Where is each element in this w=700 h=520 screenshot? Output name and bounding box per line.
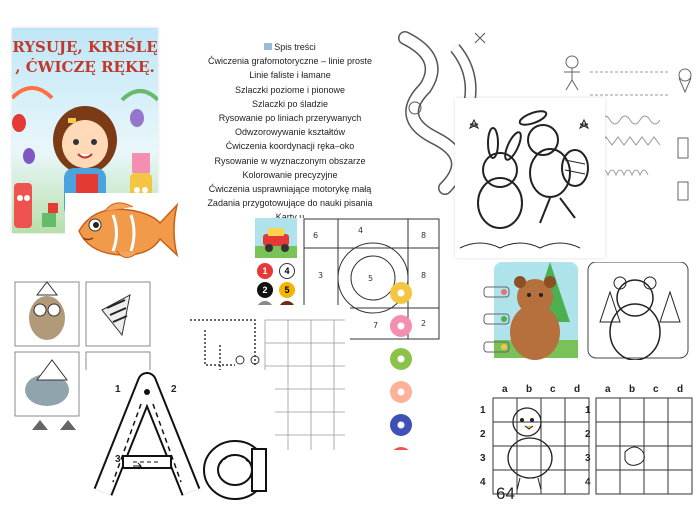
- toc-item: Zadania przygotowujące do nauki pisania: [207, 198, 373, 209]
- grid-row-label: 2: [585, 429, 591, 440]
- grid-row-label: 3: [585, 453, 591, 464]
- svg-text:3: 3: [318, 271, 324, 280]
- grid-column-label: a: [502, 384, 508, 395]
- toc-item: Ćwiczenia grafomotoryczne – linie proste: [207, 56, 373, 67]
- letter-a-tracing: [85, 370, 275, 500]
- toc-item: Kolorowanie precyzyjne: [242, 169, 338, 180]
- grid-row-label: 1: [480, 405, 486, 416]
- stroke-number: 3: [115, 454, 121, 465]
- grid-column-label: a: [605, 384, 611, 395]
- grid-column-label: b: [526, 384, 533, 395]
- fish-card: [65, 193, 180, 268]
- bunny-illustration: [455, 98, 605, 258]
- grid-column-label: c: [653, 384, 659, 395]
- cover-title-line2: , ĆWICZĘ RĘKĘ.: [15, 58, 155, 76]
- grid-row-label: 3: [480, 453, 486, 464]
- stroke-number: 1: [115, 384, 121, 395]
- grid-row-label: 4: [480, 477, 486, 488]
- fish-illustration: [65, 193, 180, 268]
- svg-text:7: 7: [373, 321, 379, 330]
- svg-text:8: 8: [421, 231, 427, 240]
- toc-item: Linie faliste i łamane: [249, 70, 331, 81]
- color-swatch: 2: [257, 282, 273, 298]
- bunnies-coloring-page: [455, 98, 605, 258]
- svg-text:4: 4: [358, 226, 364, 235]
- cover-title-line1: RYSUJĘ, KREŚLĘ: [12, 38, 158, 56]
- grid-row-label: 1: [585, 405, 591, 416]
- car-picture: [255, 218, 297, 258]
- toc-title: Spis treści: [205, 40, 375, 54]
- color-swatch: 5: [279, 282, 295, 298]
- toc-item: Ćwiczenia usprawniające motorykę małą: [208, 183, 372, 194]
- stroke-number: 2: [171, 384, 177, 395]
- grid-column-label: d: [574, 384, 581, 395]
- svg-text:2: 2: [421, 319, 427, 328]
- grid-column-label: b: [629, 384, 636, 395]
- grid-column-label: d: [677, 384, 684, 395]
- donut-column: [385, 275, 425, 450]
- svg-text:6: 6: [313, 231, 319, 240]
- toc-item: Rysowanie w wyznaczonym obszarze: [214, 155, 366, 166]
- svg-text:8: 8: [421, 271, 427, 280]
- table-of-contents: [205, 40, 375, 224]
- toc-item: Ćwiczenia koordynacji ręka–oko: [225, 141, 355, 152]
- color-swatch: 4: [279, 263, 295, 279]
- svg-text:5: 5: [368, 274, 374, 283]
- letter-tracing-page: [85, 370, 275, 500]
- grid-row-label: 2: [480, 429, 486, 440]
- copy-drawing-grids: [475, 380, 695, 495]
- grid-column-label: c: [550, 384, 556, 395]
- grid-row-label: 4: [585, 477, 591, 488]
- book-icon: [264, 43, 272, 50]
- bear-coloring-card: [480, 262, 690, 360]
- toc-item: Odwzorowywanie kształtów: [234, 127, 346, 138]
- toc-item: Szlaczki poziome i pionowe: [234, 84, 346, 95]
- toc-item: Szlaczki po śladzie: [251, 98, 329, 109]
- toc-item: Rysowanie po liniach przerywanych: [218, 112, 362, 123]
- page-number: 64: [496, 484, 515, 503]
- bear-illustration: [480, 262, 690, 360]
- color-swatch: 1: [257, 263, 273, 279]
